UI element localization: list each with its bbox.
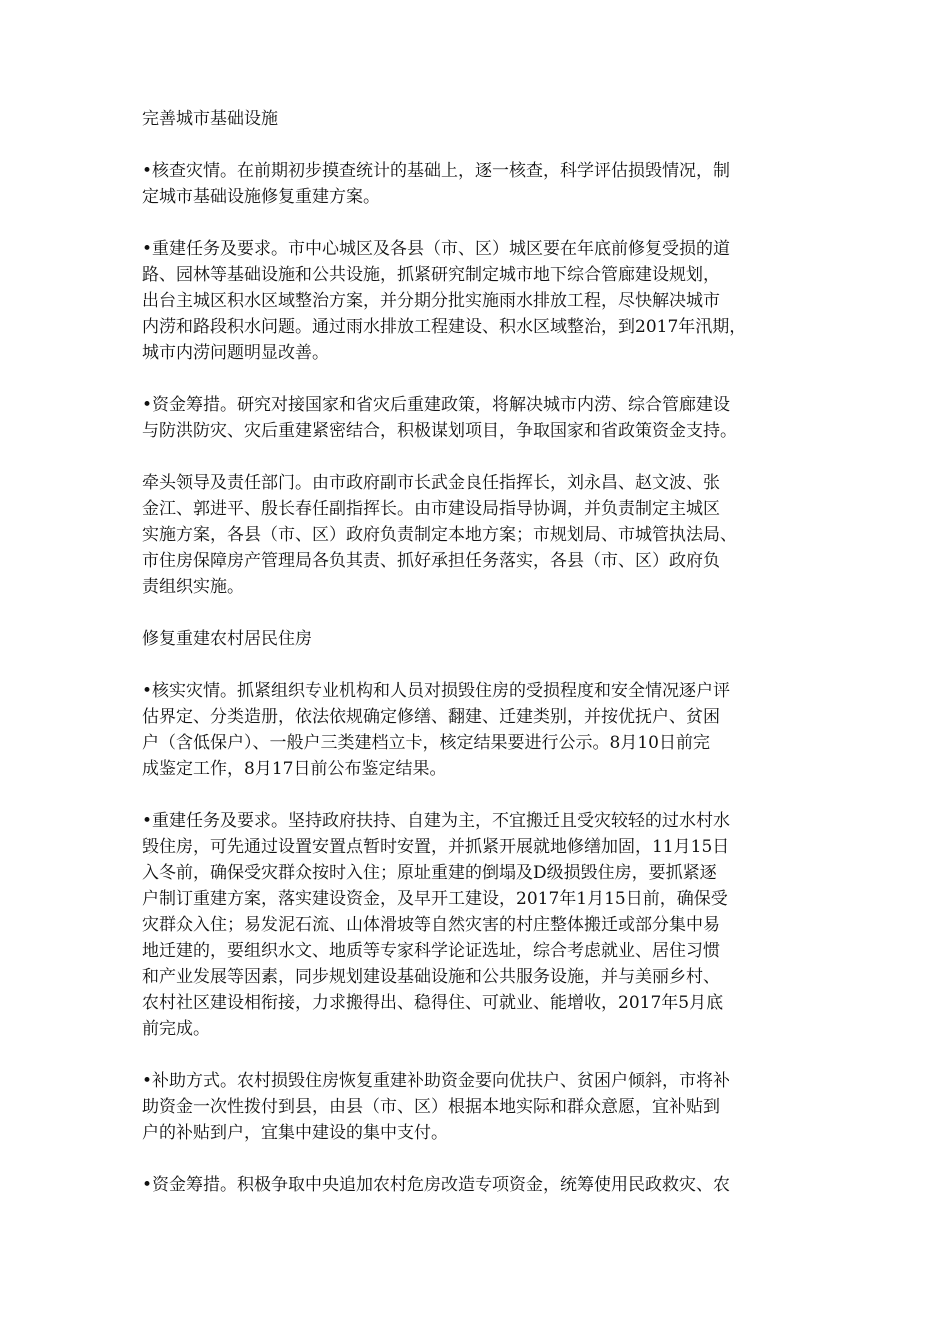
document-page	[142, 106, 822, 1224]
section-heading-urban-infrastructure: 完善城市基础设施	[142, 109, 278, 129]
paragraph-verify-disaster: •核查灾情。在前期初步摸查统计的基础上，逐一核查，科学评估损毁情况，制 定城市基础设施修复重建方案。	[142, 161, 731, 207]
paragraph-verify-rural-disaster: •核实灾情。抓紧组织专业机构和人员对损毁住房的受损程度和安全情况逐户评 估界定、分类造册，依法依规确定修缮、翻建、迁建类别，并按优抚户、贫困 户（含低保户）、一般户三类建档立卡，核定结果要进行公示。8月10日前完 成鉴定工作，8月17日前公布鉴定结果。	[142, 681, 731, 779]
paragraph-rural-funding: •资金筹措。积极争取中央追加农村危房改造专项资金，统筹使用民政救灾、农	[142, 1175, 731, 1195]
paragraph-lead-departments: 牵头领导及责任部门。由市政府副市长武金良任指挥长，刘永昌、赵文波、张 金江、郭进平、殷长春任副指挥长。由市建设局指导协调，并负责制定主城区 实施方案，各县（市、区）政府负责制定本地方案；市规划局、市城管执法局、 市住房保障房产管理局各负其责、抓好承担任务落实，各县（市、区）政府负 责组织实施。	[142, 473, 737, 597]
paragraph-rebuild-tasks: •重建任务及要求。市中心城区及各县（市、区）城区要在年底前修复受损的道 路、园林等基础设施和公共设施，抓紧研究制定城市地下综合管廊建设规划， 出台主城区积水区域整治方案，并分期分批实施雨水排放工程，尽快解决城市 内涝和路段积水问题。通过雨水排放工程建设、积水区域整治，到2017年汛期， 城市内涝问题明显改善。	[142, 239, 747, 363]
paragraph-subsidy-method: •补助方式。农村损毁住房恢复重建补助资金要向优扶户、贫困户倾斜，市将补 助资金一次性拨付到县，由县（市、区）根据本地实际和群众意愿，宜补贴到 户的补贴到户，宜集中建设的集中支付。	[142, 1071, 731, 1143]
paragraph-rural-rebuild-tasks: •重建任务及要求。坚持政府扶持、自建为主，不宜搬迁且受灾较轻的过水村水 毁住房，可先通过设置安置点暂时安置，并抓紧开展就地修缮加固，11月15日 入冬前，确保受灾群众按时入住；原址重建的倒塌及D级损毁住房，要抓紧逐 户制订重建方案，落实建设资金，及早开工建设，2017年1月15日前，确保受 灾群众入住；易发泥石流、山体滑坡等自然灾害的村庄整体搬迁或部分集中易 地迁建的，要组织水文、地质等专家科学论证选址，综合考虑就业、居住习惯 和产业发展等因素，同步规划建设基础设施和公共服务设施，并与美丽乡村、 农村社区建设相衔接，力求搬得出、稳得住、可就业、能增收，2017年5月底 前完成。	[142, 811, 731, 1039]
section-heading-rural-housing: 修复重建农村居民住房	[142, 629, 312, 649]
paragraph-funding: •资金筹措。研究对接国家和省灾后重建政策，将解决城市内涝、综合管廊建设 与防洪防灾、灾后重建紧密结合，积极谋划项目，争取国家和省政策资金支持。	[142, 395, 737, 441]
